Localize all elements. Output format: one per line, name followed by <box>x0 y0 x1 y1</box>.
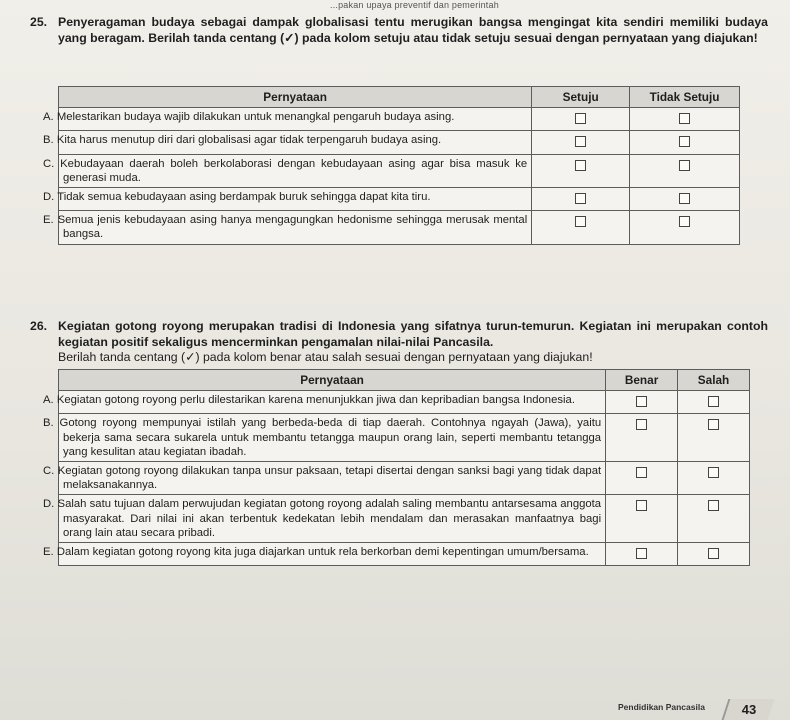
statement-cell <box>43 495 606 543</box>
statement-text: Kegiatan gotong royong perlu dilestarikan karena menunjukkan jiwa dan kepribadian bangsa Indonesia. <box>56 394 575 407</box>
true-checkbox[interactable] <box>636 396 647 407</box>
table-row <box>59 154 740 187</box>
statement-text: Salah satu tujuan dalam perwujudan kegiatan gotong royong adalah saling membantu antarsesama anggota masyarakat. Dari nilai ini akan terbentuk kedekatan lebih mendalam dan merasakan manfaatnya bagi orang lain atau secara pribadi. <box>57 498 602 539</box>
disagree-checkbox[interactable] <box>679 216 690 227</box>
agree-checkbox[interactable] <box>575 136 586 147</box>
agree-checkbox[interactable] <box>575 216 586 227</box>
disagree-checkbox[interactable] <box>679 160 690 171</box>
false-checkbox[interactable] <box>708 500 719 511</box>
statement-text: Kita harus menutup diri dari globalisasi agar tidak terpengaruh budaya asing. <box>56 134 442 147</box>
true-checkbox[interactable] <box>636 419 647 430</box>
question-25 <box>30 15 768 46</box>
statement-text: Semua jenis kebudayaan asing hanya mengagungkan hedonisme sehingga merusak mental bangsa. <box>57 214 528 241</box>
statement-letter: D. <box>43 191 55 204</box>
agree-checkbox[interactable] <box>575 160 586 171</box>
table-row <box>59 543 750 566</box>
statement-cell <box>43 414 606 462</box>
true-checkbox[interactable] <box>636 548 647 559</box>
statement-letter: A. <box>43 111 54 124</box>
statement-cell <box>43 108 532 131</box>
agree-disagree-table <box>43 86 740 245</box>
disagree-checkbox[interactable] <box>679 113 690 124</box>
true-false-table <box>43 369 750 566</box>
question-prompt <box>58 319 768 366</box>
false-checkbox[interactable] <box>708 396 719 407</box>
agree-checkbox[interactable] <box>575 113 586 124</box>
question-prompt: Penyeragaman budaya sebagai dampak globalisasi tentu merugikan bangsa mengingat kita sendiri memiliki budaya yang beragam. Berilah tanda centang (✓) pada kolom setuju atau tidak setuju sesuai dengan pernyataan yang diajukan! <box>58 15 768 45</box>
statement-letter: D. <box>43 498 55 511</box>
disagree-checkbox[interactable] <box>679 193 690 204</box>
column-header-statement: Pernyataan <box>59 370 606 391</box>
statement-cell <box>43 391 606 414</box>
statement-text: Dalam kegiatan gotong royong kita juga diajarkan untuk rela berkorban demi kepentingan umum/bersama. <box>56 546 589 559</box>
false-checkbox[interactable] <box>708 467 719 478</box>
statement-text: Kebudayaan daerah boleh berkolaborasi dengan kebudayaan asing agar bisa masuk ke generasi muda. <box>60 157 528 184</box>
book-title: Pendidikan Pancasila <box>618 702 705 712</box>
page-number-tab <box>722 699 775 720</box>
statement-text: Tidak semua kebudayaan asing berdampak buruk sehingga dapat kita tiru. <box>57 191 431 204</box>
column-header-statement: Pernyataan <box>59 87 532 108</box>
column-header-disagree: Tidak Setuju <box>630 87 740 108</box>
statement-letter: E. <box>43 546 54 559</box>
statement-text: Gotong royong mempunyai istilah yang berbeda-beda di tiap daerah. Contohnya ngayah (Jawa), yaitu bekerja sama secara sukarela untuk membantu tetangga maupun orang lain, seperti membantu tetangga yang kesulitan atau kegiatan ibadah. <box>59 417 602 458</box>
statement-cell <box>43 462 606 495</box>
question-number: 26. <box>30 319 48 333</box>
disagree-checkbox[interactable] <box>679 136 690 147</box>
statement-cell <box>43 131 532 154</box>
statement-cell <box>43 154 532 187</box>
false-checkbox[interactable] <box>708 419 719 430</box>
true-checkbox[interactable] <box>636 467 647 478</box>
statement-letter: A. <box>43 394 54 407</box>
table-row <box>59 108 740 131</box>
statement-letter: C. <box>43 157 55 170</box>
statement-letter: B. <box>43 417 54 430</box>
question-intro: Kegiatan gotong royong merupakan tradisi di Indonesia yang sifatnya turun-temurun. Kegiatan ini merupakan contoh kegiatan positif sekaligus mencerminkan pengamalan nilai-nilai Pancasila. <box>58 319 768 349</box>
agree-checkbox[interactable] <box>575 193 586 204</box>
statement-cell <box>43 211 532 244</box>
column-header-false: Salah <box>678 370 750 391</box>
question-number: 25. <box>30 15 48 29</box>
table-row <box>59 131 740 154</box>
statement-letter: B. <box>43 134 54 147</box>
table-row <box>59 495 750 543</box>
page-number: 43 <box>741 702 757 717</box>
table-row <box>59 391 750 414</box>
column-header-agree: Setuju <box>532 87 630 108</box>
question-26 <box>30 319 768 366</box>
statement-cell <box>43 188 532 211</box>
question-instruction: Berilah tanda centang (✓) pada kolom benar atau salah sesuai dengan pernyataan yang diajukan! <box>58 350 593 364</box>
false-checkbox[interactable] <box>708 548 719 559</box>
table-row <box>59 211 740 244</box>
previous-text-fragment: ...pakan upaya preventif dan pemerintah <box>330 0 499 10</box>
statement-text: Kegiatan gotong royong dilakukan tanpa unsur paksaan, tetapi disertai dengan sanksi bagi yang tidak dapat melaksanakannya. <box>57 465 602 492</box>
statement-letter: E. <box>43 214 54 227</box>
true-checkbox[interactable] <box>636 500 647 511</box>
table-row <box>59 462 750 495</box>
statement-letter: C. <box>43 465 55 478</box>
statement-cell <box>43 543 606 566</box>
table-row <box>59 414 750 462</box>
statement-text: Melestarikan budaya wajib dilakukan untuk menangkal pengaruh budaya asing. <box>56 111 455 124</box>
column-header-true: Benar <box>606 370 678 391</box>
table-row <box>59 188 740 211</box>
